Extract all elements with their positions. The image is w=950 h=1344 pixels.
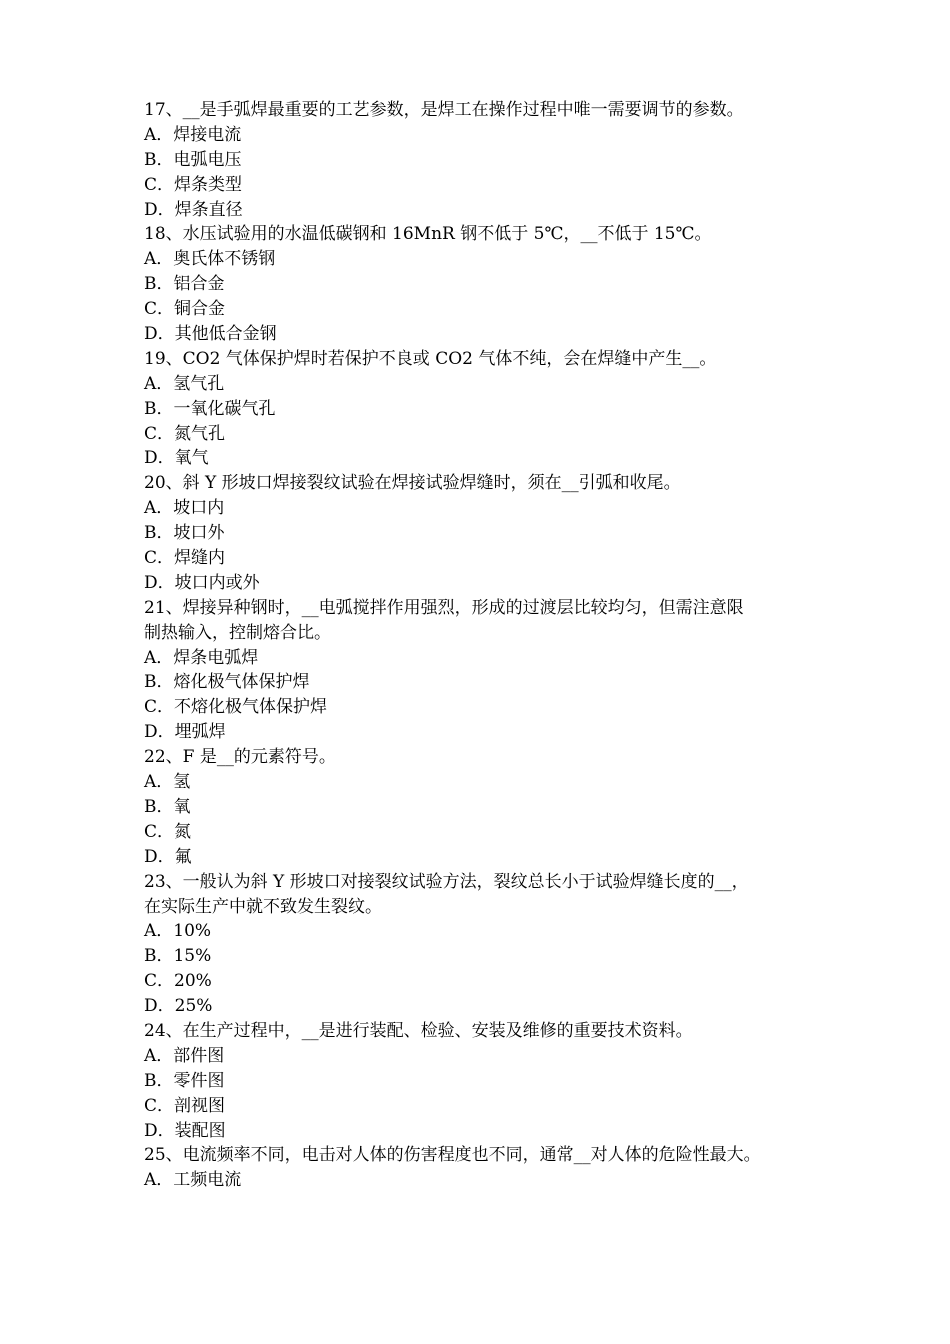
question-24-option-d: D．装配图 (144, 1120, 226, 1141)
question-21-stem-line-1: 21、焊接异种钢时，__电弧搅拌作用强烈，形成的过渡层比较均匀，但需注意限 (144, 597, 744, 618)
question-17-option-b: B．电弧电压 (144, 149, 242, 170)
question-19-option-d: D．氧气 (144, 448, 209, 469)
question-17-option-d: D．焊条直径 (144, 199, 243, 220)
question-18-option-b: B．铝合金 (144, 274, 225, 295)
question-23-option-a: A．10% (144, 921, 212, 942)
question-21-option-b: B．熔化极气体保护焊 (144, 672, 310, 693)
question-19-option-a: A．氢气孔 (144, 373, 225, 394)
question-18-stem: 18、水压试验用的水温低碳钢和 16MnR 钢不低于 5℃，__不低于 15℃。 (144, 224, 712, 245)
question-21-stem-line-2: 制热输入，控制熔合比。 (144, 622, 331, 643)
question-23-option-d: D．25% (144, 996, 213, 1017)
question-24-option-c: C．剖视图 (144, 1095, 226, 1116)
question-23-stem-line-2: 在实际生产中就不致发生裂纹。 (144, 896, 382, 917)
question-21-option-a: A．焊条电弧焊 (144, 647, 259, 668)
question-17-option-a: A．焊接电流 (144, 124, 242, 145)
question-24-option-a: A．部件图 (144, 1045, 225, 1066)
question-22-option-c: C．氮 (144, 821, 192, 842)
question-19-option-c: C．氮气孔 (144, 423, 226, 444)
question-22-stem: 22、F 是__的元素符号。 (144, 747, 336, 768)
question-23-option-c: C．20% (144, 971, 212, 992)
question-20-option-c: C．焊缝内 (144, 548, 226, 569)
question-25-stem: 25、电流频率不同，电击对人体的伤害程度也不同，通常__对人体的危险性最大。 (144, 1145, 761, 1166)
question-list (144, 98, 816, 1193)
question-22-option-d: D．氟 (144, 846, 192, 867)
question-19-stem: 19、CO2 气体保护焊时若保护不良或 CO2 气体不纯，会在焊缝中产生__。 (144, 348, 717, 369)
question-17-stem: 17、__是手弧焊最重要的工艺参数，是焊工在操作过程中唯一需要调节的参数。 (144, 100, 744, 120)
question-23-option-b: B．15% (144, 946, 212, 967)
question-23-stem-line-1: 23、一般认为斜 Y 形坡口对接裂纹试验方法，裂纹总长小于试验焊缝长度的__， (144, 871, 749, 892)
question-18-option-c: C．铜合金 (144, 299, 226, 320)
question-17-option-c: C．焊条类型 (144, 174, 243, 195)
question-22-option-b: B．氧 (144, 796, 191, 817)
question-25-option-a: A．工频电流 (144, 1170, 242, 1191)
question-20-option-a: A．坡口内 (144, 498, 225, 519)
question-20-option-b: B．坡口外 (144, 523, 225, 544)
question-18-option-a: A．奥氏体不锈钢 (144, 249, 276, 270)
question-24-stem: 24、在生产过程中，__是进行装配、检验、安装及维修的重要技术资料。 (144, 1020, 693, 1041)
question-20-option-d: D．坡口内或外 (144, 572, 260, 593)
question-20-stem: 20、斜 Y 形坡口焊接裂纹试验在焊接试验焊缝时，须在__引弧和收尾。 (144, 473, 681, 494)
question-21-option-d: D．埋弧焊 (144, 722, 226, 743)
question-21-option-c: C．不熔化极气体保护焊 (144, 697, 328, 718)
question-18-option-d: D．其他低合金钢 (144, 324, 277, 345)
question-22-option-a: A．氢 (144, 772, 191, 793)
question-24-option-b: B．零件图 (144, 1070, 225, 1091)
question-19-option-b: B．一氧化碳气孔 (144, 398, 276, 419)
